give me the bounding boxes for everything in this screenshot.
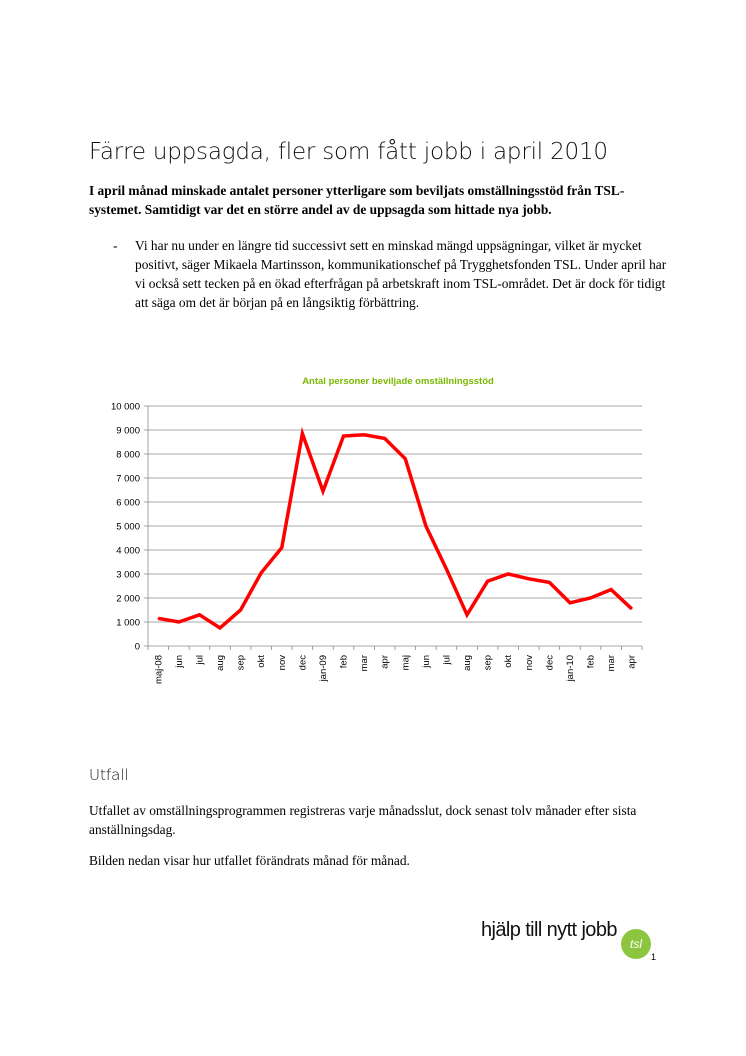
data-point (363, 434, 365, 436)
data-point (157, 618, 159, 620)
y-tick-label: 0 (134, 641, 140, 653)
data-point (240, 609, 242, 611)
data-point (631, 608, 633, 610)
utfall-paragraph-2: Bilden nedan visar hur utfallet förändrats månad för månad. (89, 853, 410, 868)
data-point (219, 627, 221, 629)
x-tick-label: apr (626, 655, 638, 669)
data-point (302, 433, 304, 435)
y-tick-label: 9 000 (116, 425, 140, 437)
x-tick-label: feb (338, 655, 350, 669)
page-number: 1 (651, 952, 657, 962)
x-tick-label: nov (276, 655, 288, 671)
chart-title: Antal personer beviljade omställningsstöd (302, 376, 494, 387)
x-tick-label: okt (503, 655, 515, 668)
data-point (466, 614, 468, 616)
x-tick-label: jun (173, 655, 185, 668)
x-tick-label: jan-09 (317, 655, 329, 682)
y-tick-label: 6 000 (116, 497, 140, 509)
x-tick-label: nov (523, 655, 535, 671)
data-point (404, 458, 406, 460)
x-tick-label: dec (544, 655, 556, 671)
data-point (610, 589, 612, 591)
lead-paragraph: I april månad minskade antalet personer ytterligare som beviljats omställningsstöd från TSL-systemet. Samtidigt var det en större andel av de uppsagda som hittade nya jobb. (89, 183, 625, 217)
data-point (507, 573, 509, 575)
data-point (384, 438, 386, 440)
x-tick-label: jun (420, 655, 432, 668)
data-point (487, 580, 489, 582)
y-tick-label: 10 000 (110, 401, 140, 413)
x-tick-label: maj (400, 655, 412, 671)
page-title: Färre uppsagda, fler som fått jobb i april 2010 (89, 139, 608, 165)
data-point (549, 582, 551, 584)
x-tick-label: aug (462, 655, 474, 671)
data-point (343, 435, 345, 437)
x-tick-label: apr (379, 655, 391, 669)
data-point (528, 578, 530, 580)
footer-tagline: hjälp till nytt jobb (481, 919, 617, 941)
y-tick-label: 8 000 (116, 449, 140, 461)
x-tick-label: jan-10 (564, 655, 576, 682)
x-tick-label: mar (359, 655, 371, 672)
x-tick-label: dec (297, 655, 309, 671)
x-tick-label: sep (235, 655, 247, 671)
x-tick-label: okt (256, 655, 268, 668)
x-tick-label: mar (606, 655, 618, 672)
tsl-logo-text: tsl (630, 937, 642, 951)
data-point (322, 490, 324, 492)
x-tick-label: feb (585, 655, 597, 669)
data-point (425, 525, 427, 527)
y-tick-label: 2 000 (116, 593, 140, 605)
data-point (590, 597, 592, 599)
data-point (199, 614, 201, 616)
x-tick-label: maj-08 (153, 655, 165, 685)
series-line (158, 434, 631, 628)
section-heading-utfall: Utfall (89, 766, 129, 784)
x-tick-label: sep (482, 655, 494, 671)
x-tick-label: jul (194, 655, 206, 665)
data-point (281, 547, 283, 549)
y-tick-label: 3 000 (116, 569, 140, 581)
y-tick-label: 7 000 (116, 473, 140, 485)
quote-dash: - (113, 238, 118, 253)
utfall-paragraph-1: Utfallet av omställningsprogrammen registreras varje månadsslut, dock senast tolv månader efter sista anställningsdag. (89, 803, 637, 837)
data-point (178, 621, 180, 623)
y-tick-label: 4 000 (116, 545, 140, 557)
y-tick-label: 5 000 (116, 521, 140, 533)
x-tick-label: aug (215, 655, 227, 671)
data-point (260, 572, 262, 574)
data-point (446, 568, 448, 570)
data-point (569, 602, 571, 604)
quote-text: Vi har nu under en längre tid successivt sett en minskad mängd uppsägningar, vilket är mycket positivt, säger Mikaela Martinsson, kommunikationschef på Trygghetsfonden TSL. Under april har vi också sett tecken på en ökad efterfrågan på arbetskraft inom TSL-området. Det är dock för tidigt att säga om det är början på en långsiktig förbättring. (135, 238, 667, 310)
y-tick-label: 1 000 (116, 617, 140, 629)
x-tick-label: jul (441, 655, 453, 665)
